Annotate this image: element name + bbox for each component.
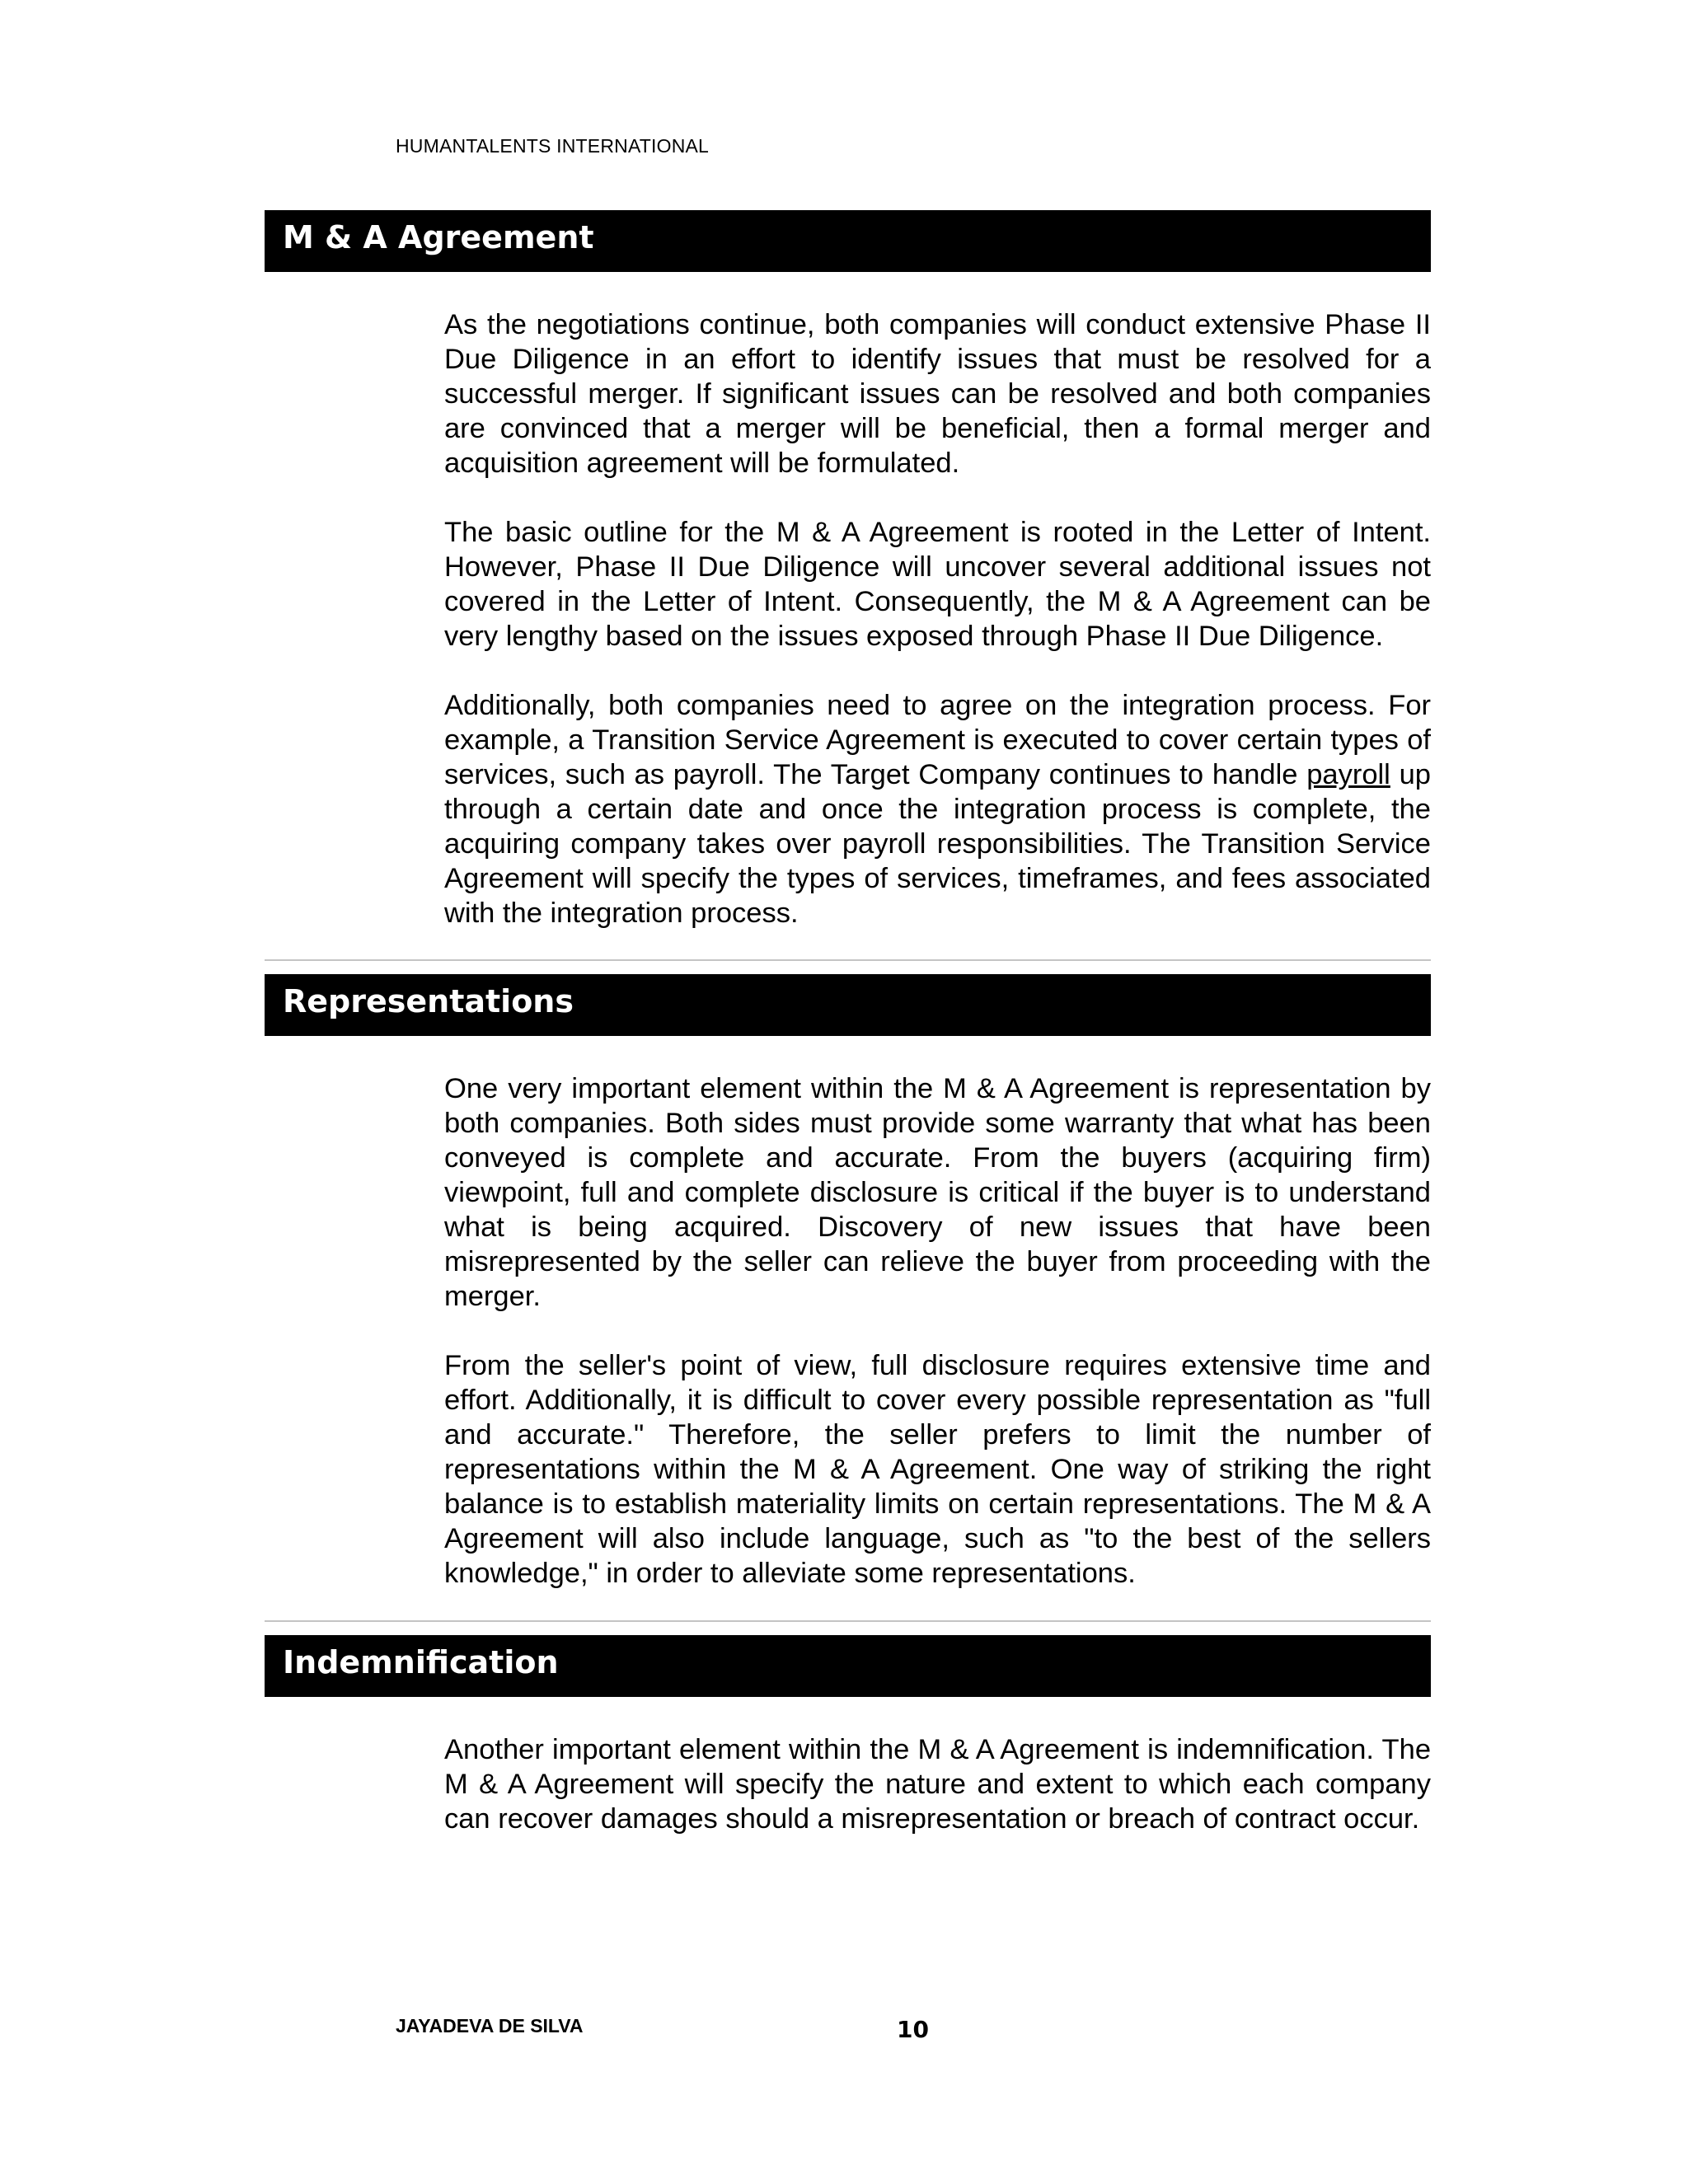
- section-body: [444, 1071, 1431, 1591]
- paragraph: As the negotiations continue, both companies will conduct extensive Phase II Due Diligence in an effort to identify issues that must be resolved for a successful merger. If significant issues can be resolved and both companies are convinced that a merger will be beneficial, then a formal merger and acquisition agreement will be formulated.: [444, 309, 1431, 479]
- section-body: [444, 307, 1431, 930]
- page-number: 10: [897, 2016, 929, 2043]
- section-heading-bar: [265, 210, 1431, 272]
- section-divider: [265, 1620, 1431, 1622]
- section-body: [444, 1732, 1431, 1836]
- section-heading: Indemnification: [283, 1643, 559, 1680]
- paragraph: The basic outline for the M & A Agreement is rooted in the Letter of Intent. However, Phase II Due Diligence will uncover several additional issues not covered in the Letter of Intent. Consequently, the M & A Agreement can be very lengthy based on the issues exposed through Phase II Due Diligence.: [444, 517, 1431, 652]
- section-heading: M & A Agreement: [283, 218, 594, 255]
- running-header: HUMANTALENTS INTERNATIONAL: [396, 135, 710, 157]
- section-divider: [265, 959, 1431, 961]
- section-heading: Representations: [283, 982, 574, 1019]
- paragraph: One very important element within the M & A Agreement is representation by both companies. Both sides must provide some warranty that what has been conveyed is complete and accurate. From the buyers (acquiring firm) viewpoint, full and complete disclosure is critical if the buyer is to understand what is being acquired. Discovery of new issues that have been misrepresented by the seller can relieve the buyer from proceeding with the merger.: [444, 1073, 1431, 1312]
- section-heading-bar: [265, 974, 1431, 1036]
- footer-author: JAYADEVA DE SILVA: [396, 2015, 584, 2036]
- paragraph: Another important element within the M & A Agreement is indemnification. The M & A Agreement will specify the nature and extent to which each company can recover damages should a misrepresentation or breach of contract occur.: [444, 1734, 1431, 1835]
- paragraph: [444, 688, 1431, 930]
- paragraph-text: Additionally, both companies need to agree on the integration process. For example, a Transition Service Agreement is executed to cover certain types of services, such as payroll. The Target Company continues to handle: [444, 690, 1431, 790]
- paragraph: From the seller's point of view, full disclosure requires extensive time and effort. Additionally, it is difficult to cover every possible representation as "full and accurate." Therefore, the seller prefers to limit the number of representations within the M & A Agreement. One way of striking the right balance is to establish materiality limits on certain representations. The M & A Agreement will also include language, such as "to the best of the sellers knowledge," in order to alleviate some representations.: [444, 1350, 1431, 1589]
- section-heading-bar: [265, 1635, 1431, 1697]
- paragraph-text: up through a certain date and once the integration process is complete, the acquiring company takes over payroll responsibilities. The Transition Service Agreement will specify the types of services, timeframes, and fees associated with the integration process.: [444, 759, 1431, 929]
- underlined-term: payroll: [1306, 759, 1390, 790]
